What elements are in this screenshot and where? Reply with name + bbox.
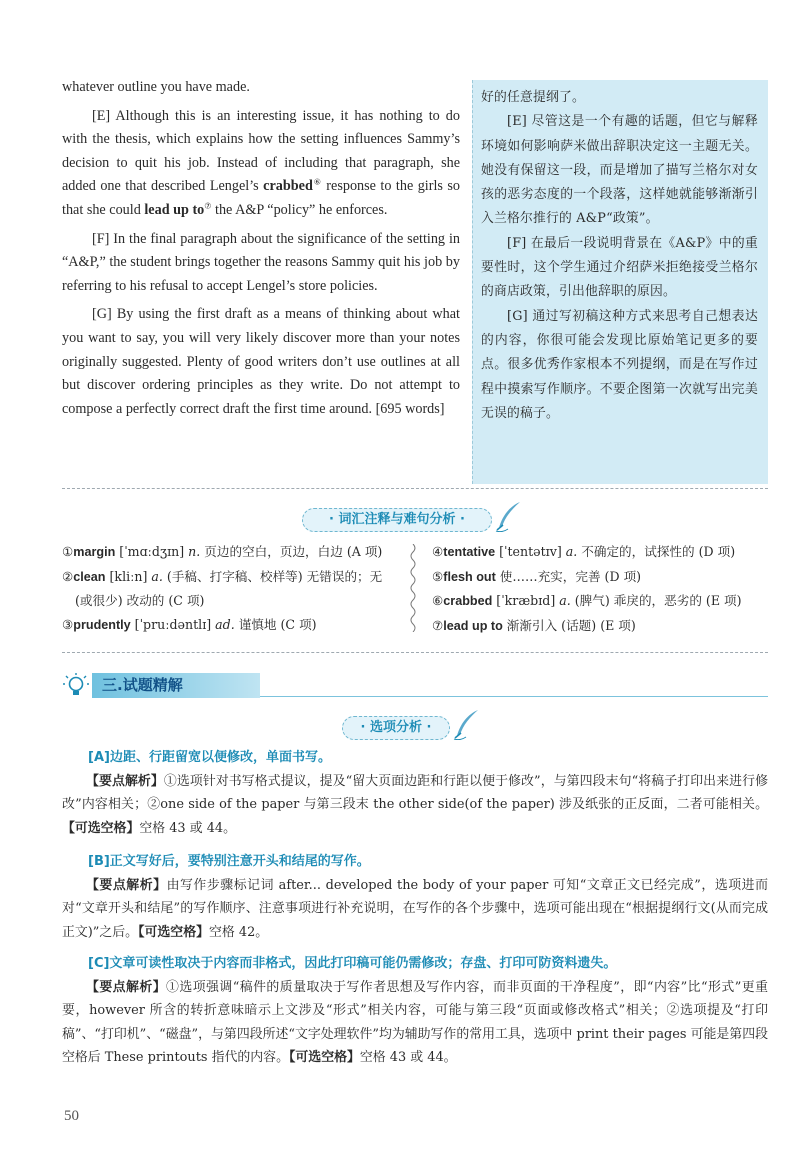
chinese-para-0: 好的任意提纲了。 <box>481 90 585 105</box>
option-title: [B]正文写好后，要特别注意开头和结尾的写作。 <box>88 854 370 869</box>
vocab-item-flesh-out: ⑤flesh out 使……充实，完善 (D 项) <box>432 568 642 584</box>
english-para-G: [G] By using the first draft as a means of thinking about what you want to say, you will very likely discover more than your notes originally suggested. Plenty of good writers don’t use outlines at all but discover ordering principles as they write. Do not attempt to compose a perfectly correct draft the first time around. [695 words] <box>62 306 460 417</box>
divider <box>62 652 768 653</box>
vocab-list-right <box>432 540 768 638</box>
chinese-para-F: [F] 在最后一段说明背景在《A&P》中的重要性时，这个学生通过介绍萨米拒绝接受兰格尔的商店政策，引出他辞职的原因。 <box>481 235 758 300</box>
option-body: 【要点解析】①选项强调“稿件的质量取决于写作者思想及写作内容，而非页面的干净程度”，即“内容”比“形式”更重要，however 所含的转折意味暗示上文涉及“形式”相关内容，可能与第三段“页面或修改格式”相关；②选项提及“打印稿”、“打印机”、“磁盘”，与第四段所述“文字处理软件”均为辅助写作的常用工具，选项中 print their pages 可能是第四段空格后 These printouts 指代的内容。【可选空格】空格 43 或 44。 <box>62 979 768 1066</box>
english-para-F: [F] In the final paragraph about the significance of the setting in “A&P,” the student brings together the reasons Sammy quit his job by referring to his refusal to accept Lengel’s store policies. <box>62 230 460 294</box>
divider <box>62 488 768 489</box>
word-crabbed: crabbed <box>263 178 313 195</box>
quill-icon <box>452 708 480 740</box>
option-body: 【要点解析】由写作步骤标记词 after... developed the body of your paper 可知“文章正文已经完成”，选项进而对“文章开头和结尾”的写作顺序、注意事项进行补充说明，在写作的各个步骤中，选项可能出现在“根据提纲行文(从而完成正文)”之后。【可选空格】空格 42。 <box>62 877 769 940</box>
vocab-item-tentative: ④tentative [ˈtentətɪv] a. 不确定的，试探性的 (D 项) <box>432 544 736 559</box>
vocab-item-crabbed: ⑥crabbed [ˈkræbɪd] a. (脾气) 乖戾的，恶劣的 (E 项) <box>432 593 742 609</box>
vocab-banner: · 词汇注释与难句分析 · <box>302 508 492 532</box>
vocab-item-lead-up-to: ⑦lead up to 渐渐引入 (话题) (E 项) <box>432 617 636 633</box>
analysis-option-C <box>62 952 768 1070</box>
lightbulb-icon <box>62 672 90 700</box>
wavy-divider <box>408 544 418 632</box>
page-number: 50 <box>64 1108 79 1124</box>
section-rule <box>260 696 768 697</box>
option-title: [C]文章可读性取决于内容而非格式，因此打印稿可能仍需修改；存盘、打印可防资料遗失。 <box>88 956 617 971</box>
analysis-option-A <box>62 746 768 840</box>
options-banner: · 选项分析 · <box>342 716 450 740</box>
analysis-option-B <box>62 850 768 944</box>
option-body: 【要点解析】①选项针对书写格式提议，提及“留大页面边距和行距以便于修改”，与第四段末句“将稿子打印出来进行修改”内容相关；②one side of the paper 与第三段末 the other side(of the paper) 涉及纸张的正反面，二者可能相关。【可选空格】空格 43 或 44。 <box>62 773 768 836</box>
word-lead-up-to: lead up to <box>144 201 205 218</box>
vocab-item-clean: ②clean [kliːn] a. (手稿、打字稿、校样等) 无错误的；无 <box>62 568 383 584</box>
section-heading <box>62 672 768 700</box>
section-title: 三.试题精解 <box>92 673 260 698</box>
chinese-translation-box <box>472 80 768 484</box>
english-text-column <box>62 76 460 426</box>
english-para-E: [E] Although this is an interesting issue, it has nothing to do with the thesis, which explains how the setting influences Sammy’s decision to quit his job. Instead of including that paragraph, she added one that described Lengel’s crabbed⑥ response to the girls so that she could lead up to⑦ the A&P “policy” he enforces. <box>62 107 461 218</box>
option-title: [A]边距、行距留宽以便修改，单面书写。 <box>88 750 331 765</box>
quill-icon <box>494 500 522 532</box>
vocab-item-clean-cont: (或很少) 改动的 (C 项) <box>75 593 205 609</box>
vocab-item-margin: ①margin [ˈmɑːdʒɪn] n. 页边的空白，页边，白边 (A 项) <box>62 544 383 559</box>
english-para-0: whatever outline you have made. <box>62 79 250 95</box>
vocab-list-left <box>62 540 402 637</box>
vocab-item-prudently: ③prudently [ˈpruːdəntlɪ] ad. 谨慎地 (C 项) <box>62 616 317 632</box>
chinese-para-E: [E] 尽管这是一个有趣的话题，但它与解释环境如何影响萨米做出辞职决定这一主题无关。她没有保留这一段，而是增加了描写兰格尔对女孩的恶劣态度的一个段落，这样她就能够渐渐引入兰格尔推行的 A&P“政策”。 <box>481 114 758 227</box>
chinese-para-G: [G] 通过写初稿这种方式来思考自己想表达的内容，你很可能会发现比原始笔记更多的要点。很多优秀作家根本不列提纲，而是在写作过程中摸索写作顺序。不要企图第一次就写出完美无误的稿子。 <box>481 308 758 421</box>
